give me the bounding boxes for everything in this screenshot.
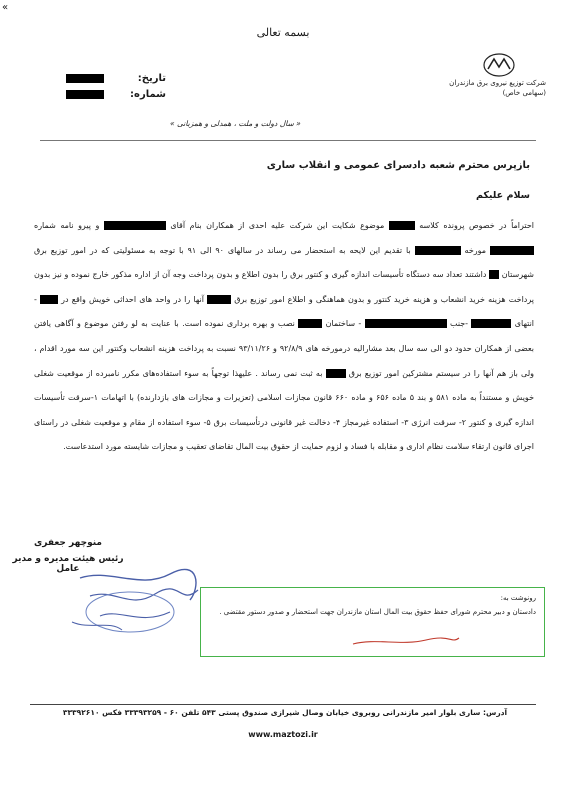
body-part-6: داشتند تعداد سه دستگاه تأسیسات اندازه گیری و کنتور برق را بدون اطلاع و بدون پرداخت وجه آن از اداره مذکور خارج نموده و نیز بدون پرداخت هزینه خرید انشعاب و هزینه خرید کنتور و بدون هماهنگی و اطلاع امور توزیع برق xyxy=(34,270,534,304)
greeting-line: سلام علیکم xyxy=(475,190,530,201)
company-logo-icon xyxy=(480,52,518,78)
cc-box xyxy=(200,587,545,657)
footer-website: www.maztozi.ir xyxy=(248,730,318,739)
body-part-12: به ثبت نمی رساند . علیهذا توجهاً به سوء استفاده‌های مکرر نامبرده از موقعیت شغلی خویش و مستنداً به ماده ۵۸۱ و بند ۵ ماده ۶۵۶ و ماده ۶۶۰ قانون مجازات اسلامی (تعزیرات و مجازات های بازدارنده) با اتهامات ۱-سرقت تأسیسات اندازه گیری و کنتور ۲- سرقت انرژی ۳- استفاده غیرمجاز ۴- دخالت غیر قانونی درتأسیسات برق ۵- سوء استفاده از مقام و موقعیت شغلی در راستای اجرای قانون ارتقاء سلامت نظام اداری و مقابله با فساد و لزوم حمایت از حقوق بیت المال تقاضای تعقیب و مجازات شایسته مورد استدعاست. xyxy=(34,368,535,452)
location-redaction xyxy=(40,295,58,304)
letter-number-redaction xyxy=(490,246,534,255)
date-redaction xyxy=(66,74,104,83)
year-slogan: « سال دولت و ملت ، همدلی و همزبانی » xyxy=(170,119,301,128)
header-divider xyxy=(40,140,536,141)
body-part-1: احتراماً در خصوص پرونده کلاسه xyxy=(414,221,535,230)
date-label: تاریخ: xyxy=(137,72,166,84)
bismillah-heading: بسمه تعالی xyxy=(256,26,310,39)
footer-address: آدرس: ساری بلوار امیر مازندرانی روبروی خیابان وصال شیرازی صندوق پستی ۵۴۳ تلفن ۶۰ - ۳۳۳۹۳۲۵۹ فکس ۳۳۳۹۲۶۱۰ xyxy=(62,708,508,717)
district-redaction xyxy=(326,369,346,378)
body-part-10: - ساختمان xyxy=(322,319,365,329)
body-part-5: با تقدیم این لایحه به استحضار می رساند در سالهای ۹۰ الی ۹۱ با توجه به مسئولیتی که در امور توزیع برق شهرستان xyxy=(34,245,535,280)
person-name-redaction xyxy=(104,221,166,230)
cc-text: دادستان و دبیر محترم شورای حفظ حقوق بیت المال استان مازندران جهت استحضار و صدور دستور مقتضی . xyxy=(219,608,536,616)
signer-name: منوچهر جعفری xyxy=(34,538,102,548)
body-part-9: -جنب xyxy=(446,319,472,329)
handwritten-signature-stamp xyxy=(60,560,210,640)
landmark-redaction xyxy=(365,319,447,328)
body-part-2: موضوع شکایت این شرکت علیه احدی از همکاران بنام آقای xyxy=(165,221,389,230)
number-label: شماره: xyxy=(130,88,166,100)
footer-divider xyxy=(30,704,536,705)
cc-title: رونوشت به: xyxy=(500,594,536,602)
body-part-7: آنها را در واحد های احداثی خویش واقع در xyxy=(58,294,208,304)
number-redaction xyxy=(66,90,104,99)
office-redaction xyxy=(207,295,231,304)
letter-date-redaction xyxy=(415,246,461,255)
case-number-redaction xyxy=(389,221,415,230)
body-part-3: و پیرو نامه شماره xyxy=(34,221,104,230)
letter-body xyxy=(34,214,534,460)
company-type: (سهامی خاص) xyxy=(502,89,546,97)
company-logo-block xyxy=(436,52,546,98)
signer-title: رئیس هیئت مدیره و مدیر عامل xyxy=(12,554,124,574)
building-redaction xyxy=(298,319,322,328)
body-part-4: مورخه xyxy=(460,245,490,255)
body-part-8: - انتهای xyxy=(34,294,535,329)
cc-signature-mark xyxy=(351,634,461,648)
body-part-11: نصب و بهره برداری نموده است. با عنایت به لو رفتن موضوع و آگاهی یافتن بعضی از همکاران حدود دو الی سه سال بعد مشارالیه درمورخه های ۹۲/۸/۹ و ۹۳/۱۱/۲۶ نسبت به پرداخت هزینه انشعاب وکنتور این سه مورد اقدام ، ولی باز هم آنها را در سیستم مشترکین امور توزیع برق xyxy=(34,319,535,378)
street-redaction xyxy=(471,319,511,328)
city-redaction xyxy=(489,270,499,279)
corner-mark: « xyxy=(2,2,9,13)
letter-meta xyxy=(66,70,166,102)
addressee-line: بازپرس محترم شعبه دادسرای عمومی و انقلاب ساری xyxy=(266,160,530,171)
company-name: شرکت توزیع نیروی برق مازندران xyxy=(449,79,546,87)
